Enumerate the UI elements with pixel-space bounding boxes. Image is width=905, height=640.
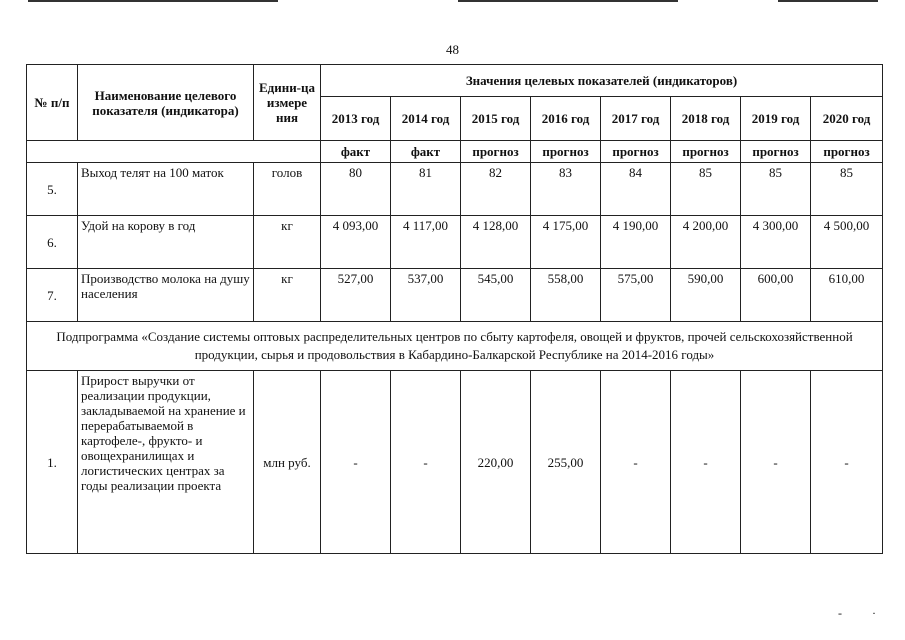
row-value: 527,00 bbox=[321, 269, 391, 322]
row-unit: млн руб. bbox=[254, 371, 321, 554]
row-value: 610,00 bbox=[811, 269, 883, 322]
header-values: Значения целевых показателей (индикаторов) bbox=[321, 65, 883, 97]
row-value: 4 093,00 bbox=[321, 216, 391, 269]
subprogram-row bbox=[27, 322, 883, 371]
top-border-fragment bbox=[28, 0, 278, 2]
row-value: - bbox=[671, 371, 741, 554]
row-value: 84 bbox=[601, 163, 671, 216]
header-year: 2014 год bbox=[391, 97, 461, 141]
row-name: Удой на корову в год bbox=[78, 216, 254, 269]
table-row bbox=[27, 216, 883, 269]
header-unit: Едини-ца измере ния bbox=[254, 65, 321, 141]
row-value: 4 300,00 bbox=[741, 216, 811, 269]
header-status: факт bbox=[321, 141, 391, 163]
header-year: 2020 год bbox=[811, 97, 883, 141]
row-num: 5. bbox=[27, 163, 78, 216]
row-value: - bbox=[741, 371, 811, 554]
header-year: 2018 год bbox=[671, 97, 741, 141]
row-value: - bbox=[321, 371, 391, 554]
row-value: 82 bbox=[461, 163, 531, 216]
header-num: № п/п bbox=[27, 65, 78, 141]
scan-mark: ‑ bbox=[838, 606, 842, 620]
row-value: 575,00 bbox=[601, 269, 671, 322]
header-year: 2013 год bbox=[321, 97, 391, 141]
row-value: - bbox=[601, 371, 671, 554]
row-value: 83 bbox=[531, 163, 601, 216]
row-unit: кг bbox=[254, 216, 321, 269]
header-status: прогноз bbox=[531, 141, 601, 163]
row-name: Производство молока на душу населения bbox=[78, 269, 254, 322]
top-border-fragment bbox=[778, 0, 878, 2]
table-row bbox=[27, 163, 883, 216]
row-value: 255,00 bbox=[531, 371, 601, 554]
row-value: 590,00 bbox=[671, 269, 741, 322]
row-value: - bbox=[811, 371, 883, 554]
table-row bbox=[27, 371, 883, 554]
row-value: 4 500,00 bbox=[811, 216, 883, 269]
row-value: 4 190,00 bbox=[601, 216, 671, 269]
header-status: факт bbox=[391, 141, 461, 163]
header-name: Наименование целевого показателя (индикатора) bbox=[78, 65, 254, 141]
header-status: прогноз bbox=[741, 141, 811, 163]
row-unit: кг bbox=[254, 269, 321, 322]
row-value: 558,00 bbox=[531, 269, 601, 322]
row-value: 4 175,00 bbox=[531, 216, 601, 269]
row-num: 7. bbox=[27, 269, 78, 322]
row-value: 4 200,00 bbox=[671, 216, 741, 269]
header-year: 2016 год bbox=[531, 97, 601, 141]
row-num: 1. bbox=[27, 371, 78, 554]
header-year: 2015 год bbox=[461, 97, 531, 141]
row-value: 537,00 bbox=[391, 269, 461, 322]
row-value: 80 bbox=[321, 163, 391, 216]
table-row bbox=[27, 269, 883, 322]
row-value: 85 bbox=[741, 163, 811, 216]
header-status: прогноз bbox=[811, 141, 883, 163]
row-value: 81 bbox=[391, 163, 461, 216]
row-value: 220,00 bbox=[461, 371, 531, 554]
indicators-table bbox=[26, 64, 883, 554]
row-name: Выход телят на 100 маток bbox=[78, 163, 254, 216]
row-value: 545,00 bbox=[461, 269, 531, 322]
header-status: прогноз bbox=[461, 141, 531, 163]
top-border-fragment bbox=[458, 0, 678, 2]
row-name: Прирост выручки от реализации продукции, закладываемой на хранение и перерабатываемой в картофеле-, фрукто- и овощехранилищах и логистических центрах за годы реализации проекта bbox=[78, 371, 254, 554]
header-status: прогноз bbox=[671, 141, 741, 163]
row-value: 600,00 bbox=[741, 269, 811, 322]
header-year: 2017 год bbox=[601, 97, 671, 141]
header-status: прогноз bbox=[601, 141, 671, 163]
header-year: 2019 год bbox=[741, 97, 811, 141]
row-value: - bbox=[391, 371, 461, 554]
row-value: 4 128,00 bbox=[461, 216, 531, 269]
row-unit: голов bbox=[254, 163, 321, 216]
page-number: 48 bbox=[446, 42, 459, 57]
row-num: 6. bbox=[27, 216, 78, 269]
scan-mark: · bbox=[872, 606, 876, 620]
row-value: 4 117,00 bbox=[391, 216, 461, 269]
subprogram-title: Подпрограмма «Создание системы оптовых распределительных центров по сбыту картофеля, овощей и фруктов, прочей сельскохозяйственной продукции, сырья и продовольствия в Кабардино-Балкарской Республике на 2014-2016 годы» bbox=[27, 322, 883, 371]
row-value: 85 bbox=[671, 163, 741, 216]
status-blank bbox=[27, 141, 321, 163]
row-value: 85 bbox=[811, 163, 883, 216]
